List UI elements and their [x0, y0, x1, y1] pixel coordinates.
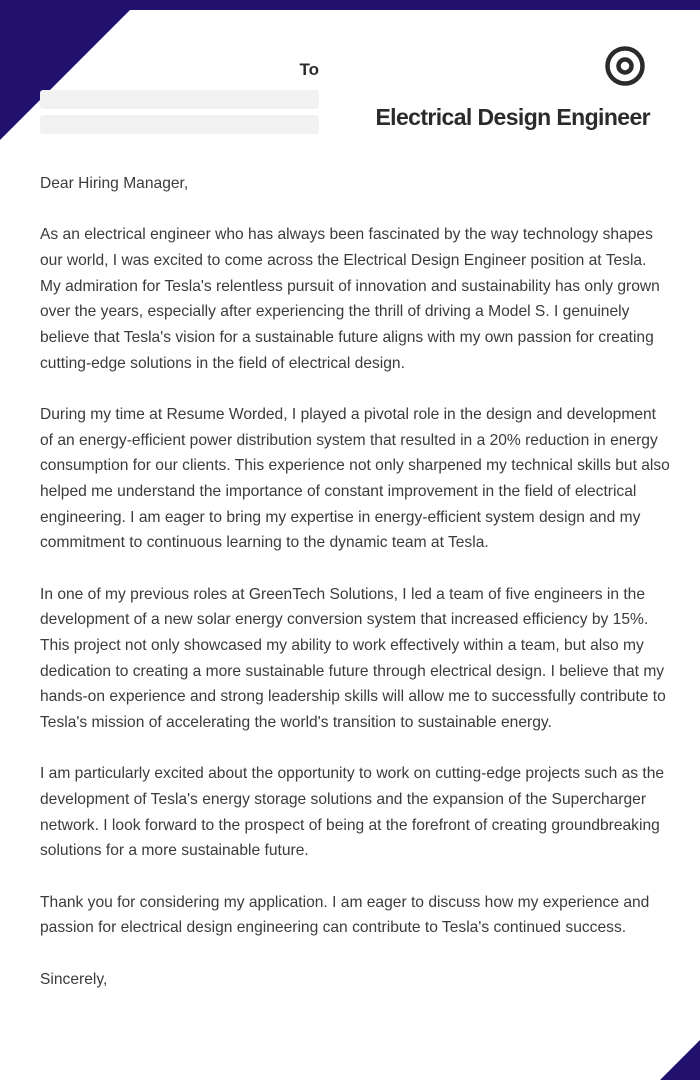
- target-icon: [604, 45, 646, 87]
- closing: Sincerely,: [40, 970, 108, 988]
- letter-body: [40, 171, 670, 1018]
- letter-paragraph-5: Thank you for considering my application. I am eager to discuss how my experience and passion for electrical design engineering can contribute to Tesla's continued success.: [40, 893, 650, 937]
- to-label: To: [299, 60, 319, 79]
- letter-paragraph-2: During my time at Resume Worded, I played a pivotal role in the design and development of an energy-efficient power distribution system that resulted in a 20% reduction in energy consumption for our clients. This experience not only sharpened my technical skills but also helped me understand the importance of constant improvement in the field of electrical engineering. I am eager to bring my expertise in energy-efficient system design and my commitment to continuous learning to the dynamic team at Tesla.: [40, 405, 670, 552]
- letter-header: [0, 0, 700, 150]
- bottom-right-corner-decoration: [660, 1040, 700, 1080]
- salutation: Dear Hiring Manager,: [40, 175, 189, 192]
- letter-paragraph-3: In one of my previous roles at GreenTech Solutions, I led a team of five engineers in the development of a new solar energy conversion system that increased efficiency by 15%. This project not only showcased my ability to work effectively within a team, but also my dedication to creating a more sustainable future through electrical design. I believe that my hands-on experience and strong leadership skills will allow me to successfully contribute to Tesla's mission of accelerating the world's transition to sustainable energy.: [40, 585, 666, 732]
- job-title: Electrical Design Engineer: [375, 104, 650, 130]
- recipient-name-placeholder: [40, 90, 319, 109]
- letter-paragraph-4: I am particularly excited about the opportunity to work on cutting-edge projects such as the development of Tesla's energy storage solutions and the expansion of the Supercharger network. I look forward to the prospect of being at the forefront of creating groundbreaking solutions for a more sustainable future.: [40, 765, 665, 860]
- letter-paragraph-1: As an electrical engineer who has always been fascinated by the way technology shapes our world, I was excited to come across the Electrical Design Engineer position at Tesla. My admiration for Tesla's relentless pursuit of innovation and sustainability has only grown over the years, especially after experiencing the thrill of driving a Model S. I genuinely believe that Tesla's vision for a sustainable future aligns with my own passion for creating cutting-edge solutions in the field of electrical design.: [40, 226, 660, 372]
- recipient-address-placeholder: [40, 115, 319, 134]
